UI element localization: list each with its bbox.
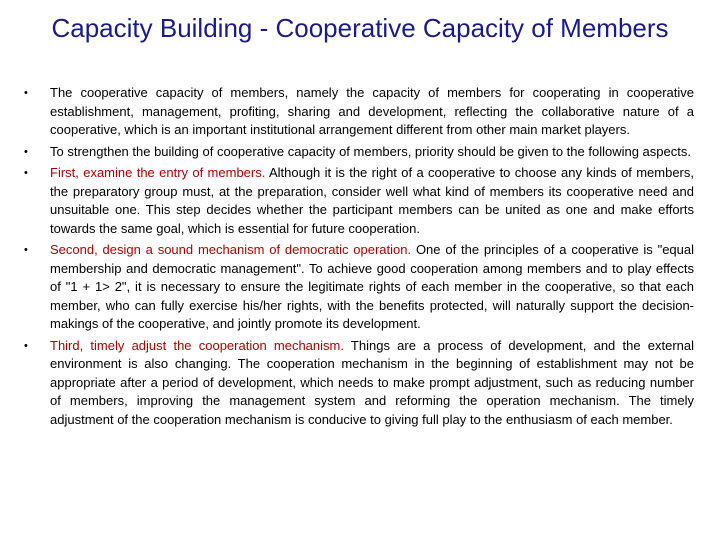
bullet-dot-icon: • [24, 339, 28, 352]
bullet-item [24, 337, 694, 430]
bullet-dot-icon: • [24, 167, 28, 179]
bullet-text: Although it is the right of a cooperative to choose any kinds of members, the preparatory group must, at the preparation, consider well what kind of members its cooperative need and unsuitable one. This step decides whether the participant members can be united as one and make efforts towards the same goal, which is essential for future cooperation. [50, 165, 694, 236]
bullet-lead: First, examine the entry of members. [50, 165, 266, 180]
bullet-dot-icon: • [24, 244, 28, 256]
bullet-dot-icon: • [24, 145, 28, 158]
bullet-item [24, 84, 694, 140]
bullet-text: To strengthen the building of cooperative capacity of members, priority should be given to the following aspects. [50, 143, 691, 159]
bullet-dot-icon: • [24, 87, 28, 99]
bullet-item [24, 143, 694, 162]
bullet-lead: Second, design a sound mechanism of democratic operation. [50, 242, 412, 257]
bullet-text: The cooperative capacity of members, namely the capacity of members for cooperating in cooperative establishment, management, profiting, sharing and development, reflecting the collaborative nature of a cooperative, which is an important institutional arrangement different from other main market players. [50, 85, 694, 137]
bullet-lead: Third, timely adjust the cooperation mechanism. [50, 337, 344, 353]
bullet-item [24, 164, 694, 238]
bullet-text: One of the principles of a cooperative is "equal membership and democratic management". To achieve good cooperation among members and to play effects of "1 + 1> 2", it is necessary to ensure the legitimate rights of each member in the cooperative, so that each member, who can fully exercise his/her rights, with the benefits protected, will naturally support the decision-makings of the cooperative, and jointly promote its development. [50, 242, 695, 331]
bullet-text: Things are a process of development, and the external environment is also changing. The cooperation mechanism in the beginning of establishment may not be appropriate after a period of development, which needs to make prompt adjustment, such as reducing number of members, improving the management system and reforming the operation mechanism. The timely adjustment of the cooperation mechanism is conducive to giving full play to the enthusiasm of each member. [50, 337, 695, 427]
bullet-list [24, 84, 694, 432]
bullet-item [24, 241, 694, 334]
slide-title: Capacity Building - Cooperative Capacity of Members [51, 13, 669, 43]
